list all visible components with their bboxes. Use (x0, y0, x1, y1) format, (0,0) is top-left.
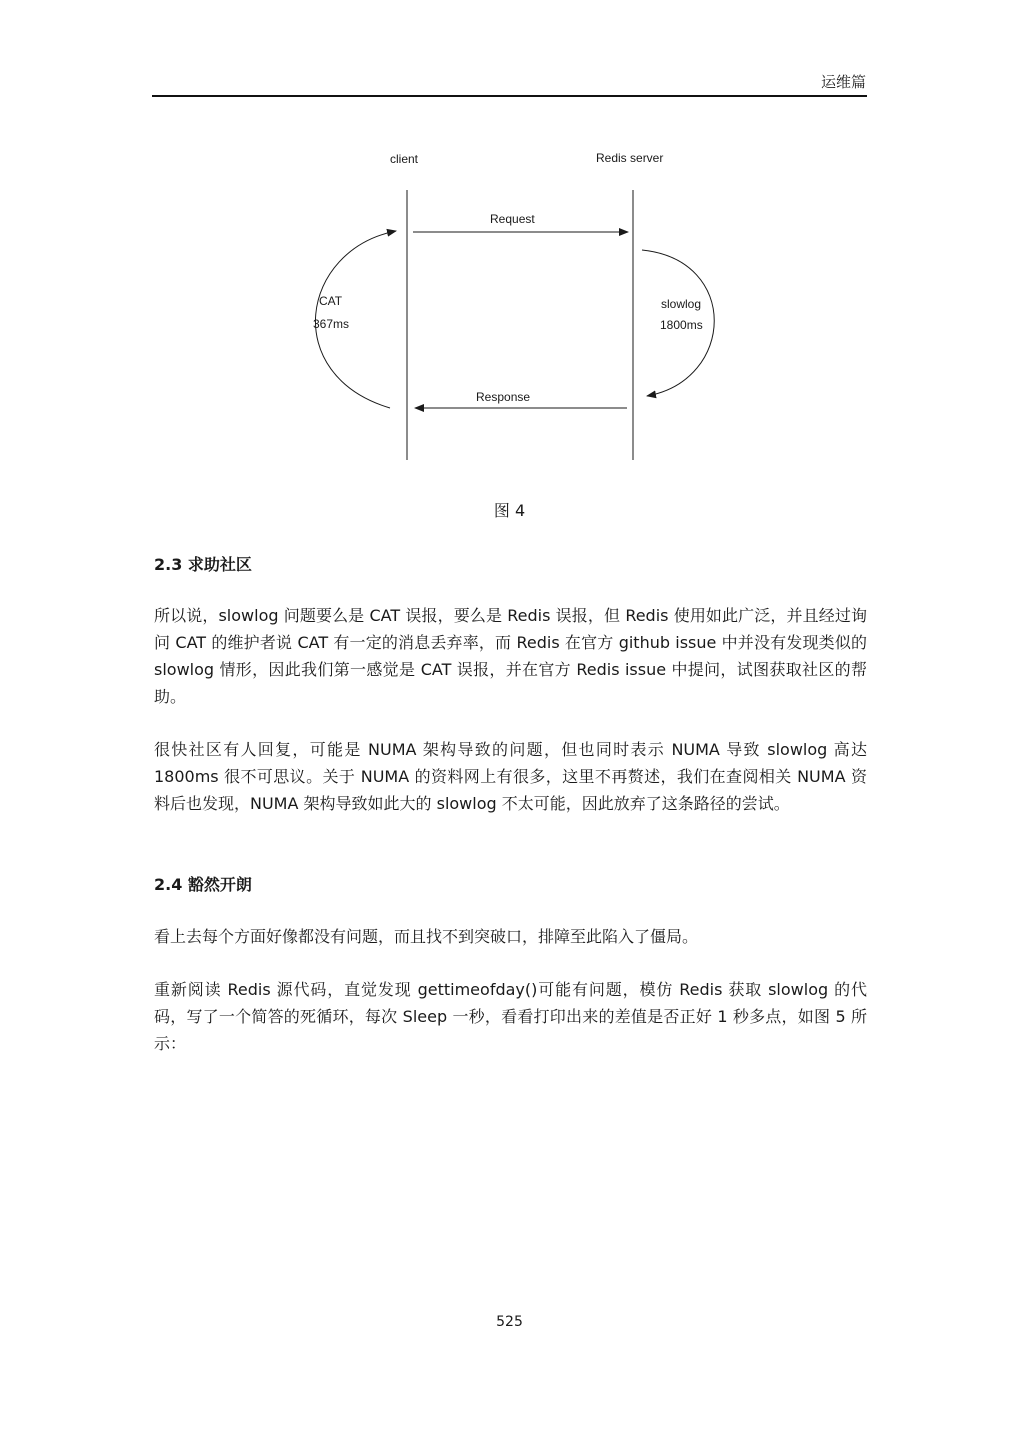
cat-label: CAT (319, 294, 343, 308)
section-heading-2-3: 2.3 求助社区 (154, 555, 252, 574)
slowlog-time-label: 1800ms (660, 318, 703, 332)
section-heading-2-4: 2.4 豁然开朗 (154, 875, 252, 894)
figure-caption: 图 4 (493, 501, 526, 520)
client-label: client (390, 152, 419, 166)
paragraph-2-3-1: 所以说，slowlog 问题要么是 CAT 误报，要么是 Redis 误报，但 Redis 使用如此广泛，并且经过询问 CAT 的维护者说 CAT 有一定的消息丢弃率，而 Redis 在官方 github issue 中并没有发现类似的 slowlog 情形，因此我们第一感觉是 CAT 误报，并在官方 Redis issue 中提问，试图获取社区的帮助。 (154, 606, 867, 706)
server-label: Redis server (596, 151, 664, 165)
paragraph-2-4-2: 重新阅读 Redis 源代码，直觉发现 gettimeofday()可能有问题，模仿 Redis 获取 slowlog 的代码，写了一个简答的死循环，每次 Sleep 一秒，看看打印出来的差值是否正好 1 秒多点，如图 5 所示： (154, 980, 867, 1053)
slowlog-label: slowlog (661, 297, 702, 311)
request-label: Request (490, 212, 535, 226)
paragraph-2-3-2: 很快社区有人回复，可能是 NUMA 架构导致的问题，但也同时表示 NUMA 导致 slowlog 高达 1800ms 很不可思议。关于 NUMA 的资料网上有很多，这里不再赘述，我们在查阅相关 NUMA 资料后也发现，NUMA 架构导致如此大的 slowlog 不太可能，因此放弃了这条路径的尝试。 (154, 740, 867, 813)
response-label: Response (476, 390, 531, 404)
page-number: 525 (496, 1314, 523, 1330)
paragraph-2-4-1: 看上去每个方面好像都没有问题，而且找不到突破口，排障至此陷入了僵局。 (154, 927, 699, 946)
request-timing-diagram (290, 140, 740, 470)
header-section-label: 运维篇 (820, 73, 866, 91)
header-divider (152, 95, 867, 97)
cat-time-label: 367ms (313, 317, 350, 331)
